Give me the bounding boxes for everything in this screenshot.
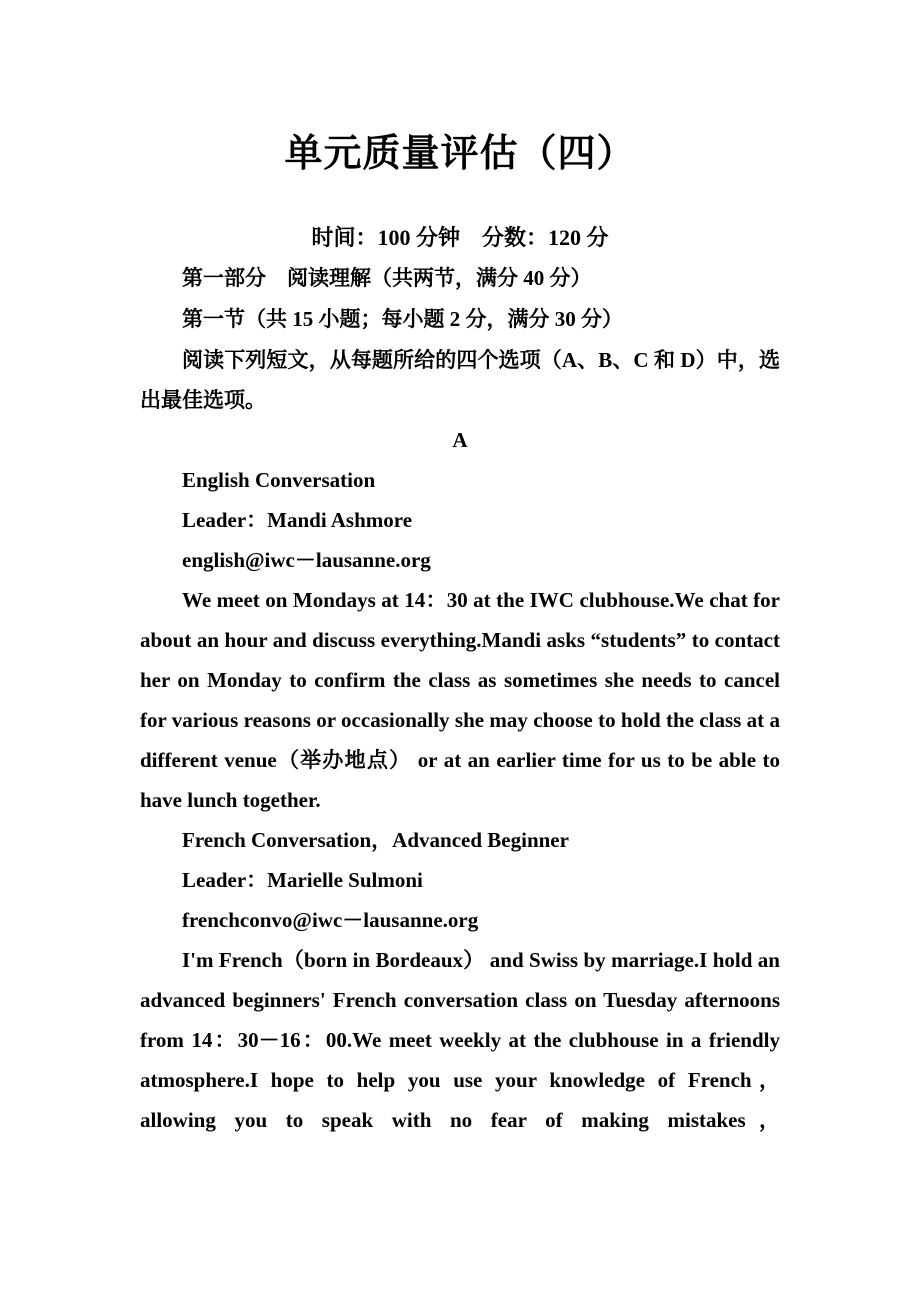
exam-meta: 时间：100 分钟 分数：120 分	[311, 225, 609, 250]
part1-heading-strong: 第一部分 阅读理解	[182, 267, 371, 290]
part1-heading-rest: （共两节，满分 40 分）	[371, 266, 592, 290]
part1-heading	[140, 258, 780, 299]
club2-leader: Leader：Marielle Sulmoni	[182, 868, 423, 892]
section1-heading-strong: 第一节	[182, 308, 245, 331]
page-title: 单元质量评估（四）	[284, 133, 636, 175]
club1-description: We meet on Mondays at 14：30 at the IWC clubhouse.We chat for about an hour and discuss everything.Mandi asks “students” to contact her on Monday to confirm the class as sometimes she needs to cancel for various reasons or occasionally she may choose to hold the class at a different venue（举办地点） or at an earlier time for us to be able to have lunch together.	[140, 588, 780, 812]
club1-email: english@iwc－lausanne.org	[182, 548, 431, 572]
club1-name: English Conversation	[182, 468, 376, 492]
club2-email: frenchconvo@iwc－lausanne.org	[182, 908, 479, 932]
club1-leader: Leader：Mandi Ashmore	[182, 508, 413, 532]
club2-description: I'm French（born in Bordeaux） and Swiss by marriage.I hold an advanced beginners' French conversation class on Tuesday afternoons from 14：30－16：00.We meet weekly at the clubhouse in a friendly atmosphere.I hope to help you use your knowledge of French，allowing you to speak with no fear of making mistakes，	[140, 948, 780, 1132]
section1-heading-rest: （共 15 小题；每小题 2 分，满分 30 分）	[245, 307, 623, 331]
club2-name: French Conversation，Advanced Beginner	[182, 828, 569, 852]
section1-heading	[140, 299, 780, 340]
instructions-paragraph: 阅读下列短文，从每题所给的四个选项（A、B、C 和 D）中，选出最佳选项。	[140, 348, 780, 412]
passage-a-label: A	[452, 428, 468, 452]
